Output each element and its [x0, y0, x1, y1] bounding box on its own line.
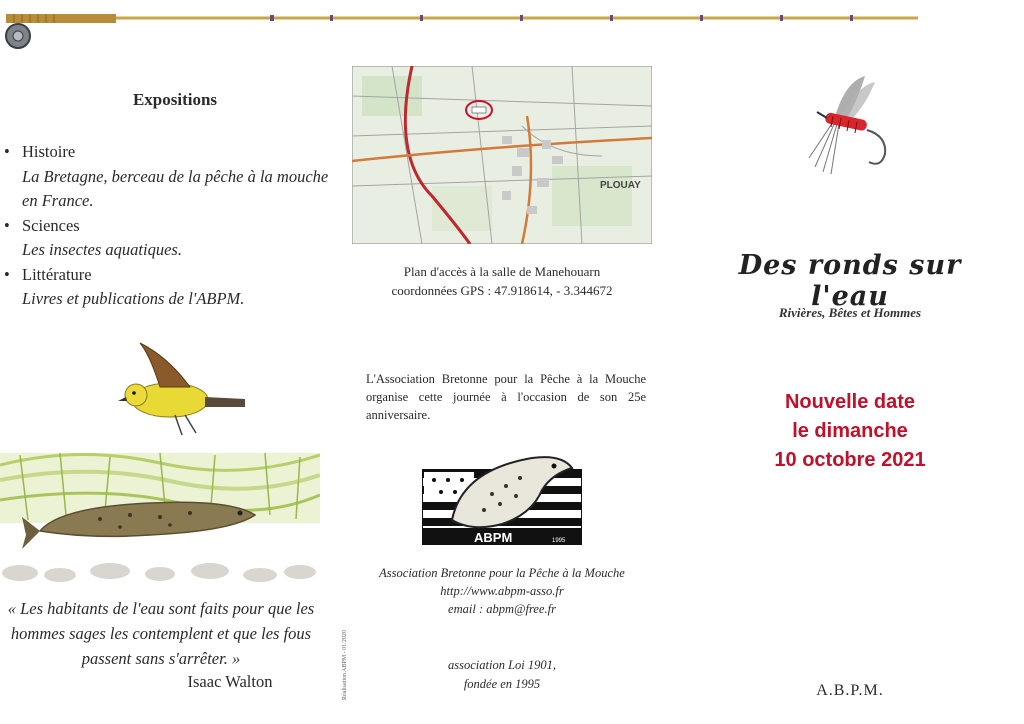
- logo-year: 1995: [552, 538, 566, 544]
- quote-author: Isaac Walton: [187, 672, 273, 691]
- founded-block: [352, 656, 652, 694]
- exhibitions-list: [0, 140, 330, 312]
- bullet-icon: •: [4, 215, 10, 235]
- print-note-text: Réalisation ABPM - 01/2020: [342, 630, 348, 700]
- new-date-label: Nouvelle date: [784, 391, 916, 413]
- map-caption-line: Plan d'accès à la salle de Manehouarn: [403, 264, 601, 279]
- list-item: [0, 214, 330, 263]
- map-caption: [352, 262, 652, 300]
- abpm-trout-logo: [422, 450, 582, 550]
- river-pebbles: [2, 563, 316, 582]
- exhibitions-title: Expositions: [132, 90, 218, 109]
- exhibition-detail: Livres et publications de l'ABPM.: [22, 289, 245, 308]
- event-subtitle: Rivières, Bêtes et Hommes: [778, 305, 922, 320]
- founded-year: fondée en 1995: [463, 677, 541, 691]
- new-date-date: 10 octobre 2021: [774, 449, 926, 471]
- new-date-announcement: [700, 388, 1000, 475]
- fishing-fly-icon: [805, 72, 900, 182]
- association-name: Association Bretonne pour la Pêche à la Mouche: [379, 566, 625, 580]
- logo-text: ABPM: [474, 530, 513, 545]
- access-map: [352, 66, 652, 244]
- map-town-label: PLOUAY: [600, 180, 641, 191]
- gps-coordinates: coordonnées GPS : 47.918614, - 3.344672: [391, 283, 613, 298]
- website-link[interactable]: http://www.abpm-asso.fr: [440, 584, 564, 598]
- list-item: [0, 263, 330, 312]
- exhibition-label: Littérature: [22, 264, 92, 284]
- quote-text: « Les habitants de l'eau sont faits pour que les hommes sages les contemplent et que les fous passent sans s'arrêter. »: [7, 599, 315, 668]
- exhibition-detail: La Bretagne, berceau de la pêche à la mouche en France.: [22, 166, 329, 210]
- list-item: [0, 140, 330, 214]
- new-date-day: le dimanche: [792, 420, 908, 442]
- event-title: Des ronds sur l'eau: [738, 250, 962, 312]
- bullet-icon: •: [4, 264, 10, 284]
- association-intro: L'Association Bretonne pour la Pêche à la Mouche organise cette journée à l'occasion de son 25e anniversaire.: [366, 372, 646, 422]
- bird-illustration: [118, 343, 245, 435]
- nature-illustration: [0, 335, 320, 585]
- legal-status: association Loi 1901,: [448, 658, 556, 672]
- email-link[interactable]: email : abpm@free.fr: [448, 602, 556, 616]
- bullet-icon: •: [4, 142, 10, 161]
- exhibition-label: Histoire: [22, 142, 76, 161]
- fishing-rod-reel-icon: [0, 0, 1024, 50]
- exhibition-detail: Les insectes aquatiques.: [22, 240, 182, 259]
- abpm-signature: A.B.P.M.: [816, 682, 884, 699]
- contact-block: [352, 564, 652, 618]
- exhibition-label: Sciences: [22, 215, 80, 235]
